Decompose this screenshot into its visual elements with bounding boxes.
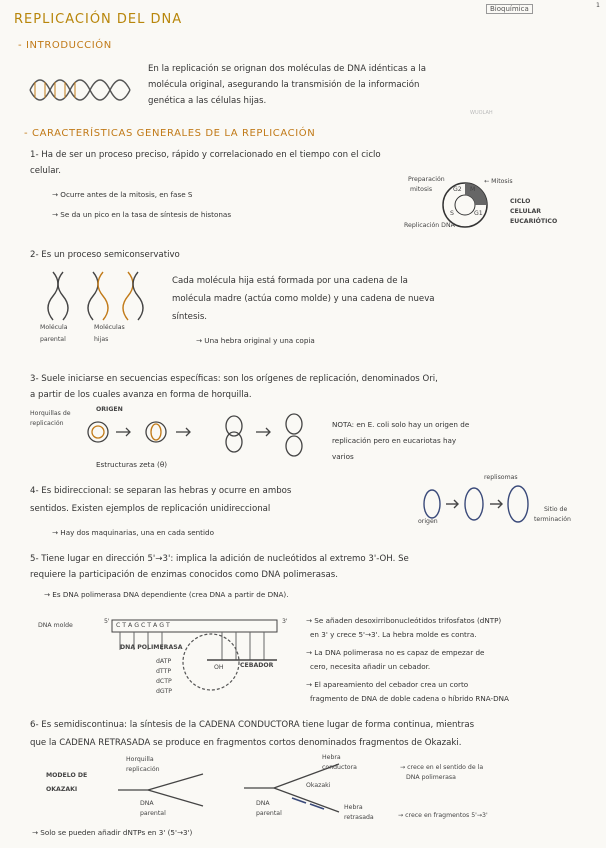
cycle-mitosis-lbl: mitosis: [410, 186, 433, 193]
lagging-1: Hebra: [344, 804, 363, 811]
note-3: varios: [332, 452, 354, 461]
okazaki-label: Okazaki: [306, 782, 331, 789]
ntp-1: dATP: [156, 658, 172, 665]
cycle-rep: Replicación DNA: [404, 222, 455, 229]
ntp-4: dGTP: [156, 688, 173, 695]
point-1-bullet-2: → Se da un pico en la tasa de síntesis de histonas: [52, 210, 232, 219]
page-title: REPLICACIÓN DEL DNA: [14, 12, 183, 27]
point-4-line-2: sentidos. Existen ejemplos de replicación unidireccional: [30, 504, 271, 514]
point-6-line-2: que la CADENA RETRASADA se produce en fragmentos cortos denominados fragmentos de Okazaki.: [30, 738, 462, 748]
cycle-prep: Preparación: [408, 176, 445, 183]
fork-a-2: replicación: [126, 766, 160, 773]
intro-line-3: genética a las células hijas.: [148, 96, 267, 106]
template-3-prime: 3': [282, 618, 288, 625]
mol-parent-1: Molécula: [40, 324, 68, 331]
mol-children-1: Moléculas: [94, 324, 125, 331]
cycle-s: S: [450, 210, 454, 217]
mol-parent-2: parental: [40, 336, 66, 343]
leading-note-2: DNA polimerasa: [406, 774, 456, 781]
dna-label-2: parental: [140, 810, 166, 817]
characteristics-heading: - CARACTERÍSTICAS GENERALES DE LA REPLICACIÓN: [24, 128, 316, 139]
point-2-line: 2- Es un proceso semiconservativo: [30, 250, 180, 260]
point-3-line-2: a partir de los cuales avanza en forma de horquilla.: [30, 390, 252, 400]
cycle-mitosis: ← Mitosis: [484, 178, 513, 185]
dna-label-1: DNA: [140, 800, 154, 807]
point-2-desc-2: molécula madre (actúa como molde) y una cadena de nueva: [172, 294, 435, 304]
point-1-bullet-1: → Ocurre antes de la mitosis, en fase S: [52, 190, 193, 199]
theta-caption: Estructuras zeta (θ): [96, 460, 168, 469]
mol-children-2: hijas: [94, 336, 109, 343]
cycle-g2: G2: [453, 186, 462, 193]
origin-label: ORIGEN: [96, 406, 123, 413]
right-note-1a: → Se añaden desoxirribonucleótidos trifosfatos (dNTP): [306, 616, 502, 625]
origin-label-2: origen: [418, 518, 438, 525]
point-4-arrow: → Hay dos maquinarias, una en cada sentido: [52, 528, 214, 537]
dna-helix-icon: [30, 70, 130, 110]
watermark: WUOLAH: [470, 110, 493, 116]
intro-line-2: molécula original, asegurando la transmisión de la información: [148, 80, 420, 90]
right-note-2a: → La DNA polimerasa no es capaz de empezar de: [306, 648, 485, 657]
dna-label-4: parental: [256, 810, 282, 817]
point-4-line-1: 4- Es bidireccional: se separan las hebras y ocurre en ambos: [30, 486, 292, 496]
point-5-line-2: requiere la participación de enzimas conocidos como DNA polimerasas.: [30, 570, 338, 580]
final-note: → Solo se pueden añadir dNTPs en 3' (5'→3'): [32, 828, 193, 837]
template-5-prime: 5': [104, 618, 110, 625]
point-1-line-2: celular.: [30, 166, 61, 176]
primer-label: CEBADOR: [240, 662, 274, 669]
point-3-line-1: 3- Suele iniciarse en secuencias específicas: son los orígenes de replicación, denominados Ori,: [30, 374, 438, 384]
point-2-desc-3: síntesis.: [172, 312, 208, 322]
fork-label-1: Horquillas de: [30, 410, 71, 417]
lagging-2: retrasada: [344, 814, 374, 821]
cycle-m: M: [470, 186, 476, 193]
lagging-note: → crece en fragmentos 5'→3': [398, 812, 488, 819]
okazaki-model-1: MODELO DE: [46, 772, 88, 779]
subject-tag: Bioquímica: [486, 4, 533, 14]
right-note-3a: → El apareamiento del cebador crea un corto: [306, 680, 469, 689]
template-bases: C T A G C T A G T: [116, 622, 170, 629]
point-1-line-1: 1- Ha de ser un proceso preciso, rápido y correlacionado en el tiempo con el ciclo: [30, 150, 381, 160]
cycle-g1: G1: [474, 210, 483, 217]
cycle-c2: CELULAR: [510, 208, 542, 215]
polymerase-label: DNA POLIMERASA: [120, 644, 183, 651]
page-number: 1: [596, 2, 600, 9]
leading-2: conductora: [322, 764, 357, 771]
note-1: NOTA: en E. coli solo hay un origen de: [332, 420, 470, 429]
template-label: DNA molde: [38, 622, 73, 629]
replisome-label: replisomas: [484, 474, 518, 481]
dna-label-3: DNA: [256, 800, 270, 807]
note-2: replicación pero en eucariotas hay: [332, 436, 457, 445]
leading-note-1: → crece en el sentido de la: [400, 764, 484, 771]
right-note-1b: en 3' y crece 5'→3'. La hebra molde es contra.: [310, 630, 477, 639]
fork-a-1: Horquilla: [126, 756, 154, 763]
intro-heading: - INTRODUCCIÓN: [18, 40, 112, 51]
theta-structures: [84, 412, 314, 462]
right-note-3b: fragmento de DNA de doble cadena o híbrido RNA-DNA: [310, 694, 509, 703]
termination-2: terminación: [534, 516, 571, 523]
ntp-3: dCTP: [156, 678, 172, 685]
ntp-2: dTTP: [156, 668, 172, 675]
fork-diagram-1: [118, 770, 208, 810]
point-2-arrow: → Una hebra original y una copia: [196, 336, 315, 345]
semiconservative-diagram: [48, 272, 158, 322]
cycle-c1: CICLO: [510, 198, 531, 205]
polymerase-enzyme: [176, 632, 246, 692]
okazaki-model-2: OKAZAKI: [46, 786, 78, 793]
intro-line-1: En la replicación se orignan dos moléculas de DNA idénticas a la: [148, 64, 426, 74]
fork-label-2: replicación: [30, 420, 64, 427]
point-5-bullet: → Es DNA polimerasa DNA dependiente (crea DNA a partir de DNA).: [44, 590, 289, 599]
oh-label: OH: [214, 664, 224, 671]
leading-1: Hebra: [322, 754, 341, 761]
cycle-c3: EUCARIÓTICO: [510, 218, 558, 225]
point-6-line-1: 6- Es semidiscontinua: la síntesis de la CADENA CONDUCTORA tiene lugar de forma continua, mientras: [30, 720, 475, 730]
termination-1: Sitio de: [544, 506, 568, 513]
right-note-2b: cero, necesita añadir un cebador.: [310, 662, 431, 671]
point-2-desc-1: Cada molécula hija está formada por una cadena de la: [172, 276, 408, 286]
point-5-line-1: 5- Tiene lugar en dirección 5'→3': implica la adición de nucleótidos al extremo 3'-OH. Se: [30, 554, 409, 564]
